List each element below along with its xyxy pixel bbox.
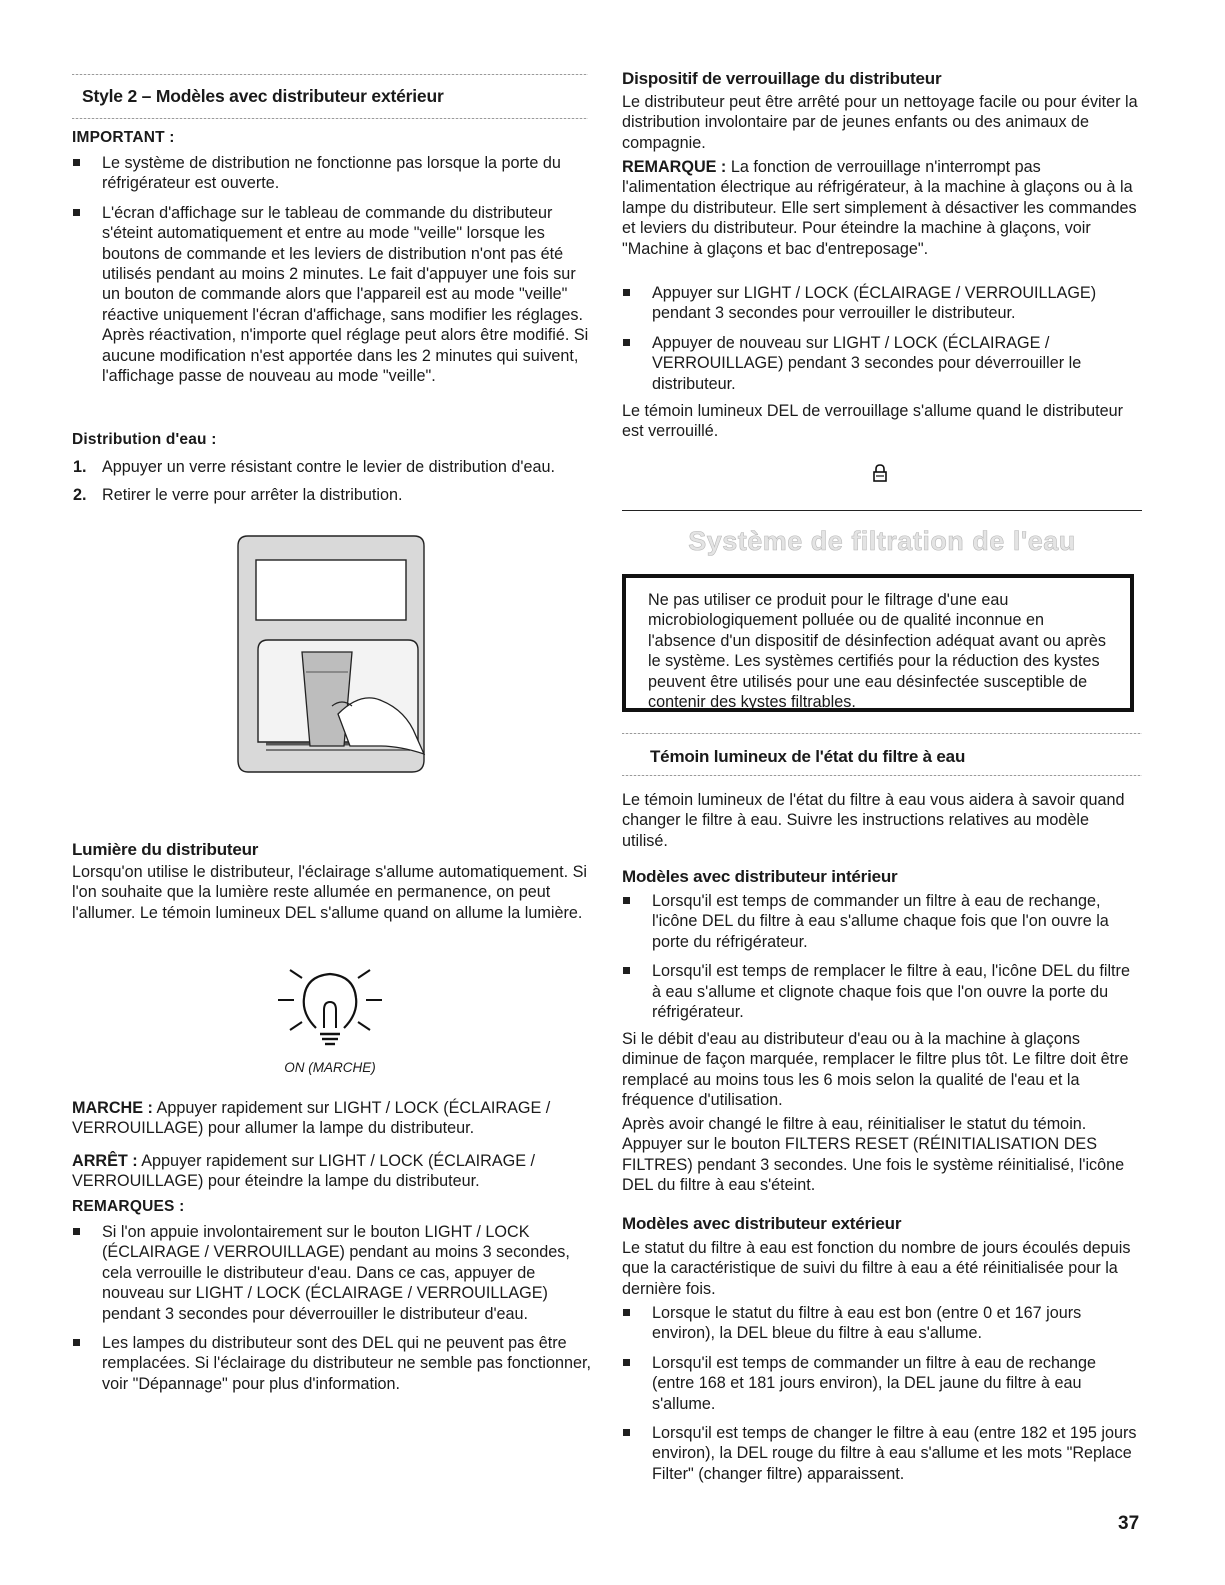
- list-item: Le système de distribution ne fonctionne pas lorsque la porte du réfrigérateur est ouverte.: [70, 153, 592, 194]
- warning-box: [622, 574, 1134, 712]
- important-list: [70, 153, 592, 395]
- interior-paragraph-2: Après avoir changé le filtre à eau, réinitialiser le statut du témoin. Appuyer sur le bouton FILTERS RESET (RÉINITIALISATION DES FILTRES) pendant 3 secondes. Une fois le système réinitialisé, l'icône DEL du filtre à eau s'éteint.: [622, 1115, 1125, 1195]
- remarque-text: La fonction de verrouillage n'interrompt pas l'alimentation électrique au réfrigérateur, à la machine à glaçons ou à la lampe du distributeur. Elle sert simplement à désactiver les commandes et leviers du distributeur. Pour éteindre la machine à glaçons, voir "Machine à glaçons et bac d'entreposage".: [622, 158, 1137, 258]
- arret-paragraph: [72, 1151, 592, 1192]
- page-number: 37: [1118, 1513, 1140, 1534]
- filtration-title: Système de filtration de l'eau: [688, 526, 1076, 556]
- list-item: [70, 457, 592, 477]
- marche-paragraph: [72, 1098, 592, 1139]
- warning-text: Ne pas utiliser ce produit pour le filtrage d'une eau microbiologiquement polluée ou de qualité inconnue en l'absence d'un dispositif de désinfection adéquat avant ou après le système. Les systèmes certifiés pour la réduction des kystes peuvent être utilisés pour une eau désinfectée susceptible de contenir des kystes filtrables.: [648, 591, 1106, 712]
- list-item: Lorsque le statut du filtre à eau est bon (entre 0 et 167 jours environ), la DEL bleue du filtre à eau s'allume.: [620, 1303, 1140, 1344]
- style-heading-top-rule: [72, 74, 588, 75]
- list-item: Appuyer sur LIGHT / LOCK (ÉCLAIRAGE / VERROUILLAGE) pendant 3 secondes pour verrouiller le distributeur.: [620, 283, 1140, 324]
- list-item: L'écran d'affichage sur le tableau de commande du distributeur s'éteint automatiquement et entre au mode "veille" lorsque les boutons de commande et les leviers de distribution n'ont pas été utilisés pendant au moins 2 minutes. Le fait d'appuyer une fois sur un bouton de commande alors que l'appareil est au mode "veille" réactive uniquement l'écran d'affichage, sans modifier les réglages. Après réactivation, n'importe quel réglage peut alors être modifié. Si aucune modification n'est apportée dans les 2 minutes qui suivent, l'affichage passe de nouveau au mode "veille".: [70, 203, 592, 387]
- remarques-list: [70, 1222, 592, 1403]
- light-heading: Lumière du distributeur: [72, 840, 259, 859]
- lock-paragraph: Le distributeur peut être arrêté pour un nettoyage facile ou pour éviter la distribution involontaire par de jeunes enfants ou des animaux de compagnie.: [622, 93, 1138, 152]
- marche-label: MARCHE :: [72, 1099, 153, 1117]
- style-heading-bottom-rule: [72, 118, 588, 119]
- list-item: [70, 485, 592, 505]
- list-item: Si l'on appuie involontairement sur le bouton LIGHT / LOCK (ÉCLAIRAGE / VERROUILLAGE) pendant au moins 3 secondes, cela verrouille le distributeur d'eau. Dans ce cas, appuyer de nouveau sur LIGHT / LOCK (ÉCLAIRAGE / VERROUILLAGE) pendant 3 secondes pour déverrouiller le distributeur d'eau.: [70, 1222, 592, 1324]
- important-label: IMPORTANT :: [72, 129, 175, 146]
- water-steps: [70, 457, 592, 514]
- list-item: Lorsqu'il est temps de commander un filtre à eau de rechange, l'icône DEL du filtre à eau s'allume chaque fois que l'on ouvre la porte du réfrigérateur.: [620, 891, 1140, 952]
- remarque-label: REMARQUE :: [622, 158, 727, 176]
- list-item: Lorsqu'il est temps de remplacer le filtre à eau, l'icône DEL du filtre à eau s'allume et clignote chaque fois que l'on ouvre la porte du réfrigérateur.: [620, 961, 1140, 1022]
- filtration-top-rule: [622, 510, 1142, 511]
- list-item: Lorsqu'il est temps de changer le filtre à eau (entre 182 et 195 jours environ), la DEL rouge du filtre à eau s'allume et les mots "Replace Filter" (changer filtre) apparaissent.: [620, 1423, 1140, 1484]
- lock-heading: Dispositif de verrouillage du distributeur: [622, 69, 942, 88]
- lock-icon: [872, 463, 888, 483]
- lock-list: [620, 283, 1140, 403]
- marche-text: Appuyer rapidement sur LIGHT / LOCK (ÉCLAIRAGE / VERROUILLAGE) pour allumer la lampe du distributeur.: [72, 1099, 551, 1138]
- style-heading: Style 2 – Modèles avec distributeur extérieur: [82, 86, 444, 106]
- remarques-label: REMARQUES :: [72, 1198, 185, 1215]
- exterior-heading: Modèles avec distributeur extérieur: [622, 1214, 902, 1233]
- dispenser-illustration: [230, 532, 430, 780]
- step-text: Appuyer un verre résistant contre le levier de distribution d'eau.: [102, 458, 555, 476]
- interior-paragraph-1: Si le débit d'eau au distributeur d'eau ou à la machine à glaçons diminue de façon marquée, remplacer le filtre plus tôt. Le filtre doit être remplacé au moins tous les 6 mois selon la qualité de l'eau et la fréquence d'utilisation.: [622, 1030, 1129, 1110]
- list-item: Lorsqu'il est temps de commander un filtre à eau de rechange (entre 168 et 181 jours environ), la DEL jaune du filtre à eau s'allume.: [620, 1353, 1140, 1414]
- exterior-list: [620, 1303, 1140, 1493]
- remarque-paragraph: [622, 157, 1138, 259]
- arret-label: ARRÊT :: [72, 1152, 138, 1170]
- bulb-caption: ON (MARCHE): [284, 1060, 376, 1075]
- list-item: Les lampes du distributeur sont des DEL qui ne peuvent pas être remplacées. Si l'éclairage du distributeur ne semble pas fonctionner, voir "Dépannage" pour plus d'information.: [70, 1333, 592, 1394]
- filter-status-heading: Témoin lumineux de l'état du filtre à eau: [650, 747, 966, 766]
- interior-list: [620, 891, 1140, 1031]
- light-bulb-icon: [268, 962, 392, 1048]
- step-text: Retirer le verre pour arrêter la distribution.: [102, 486, 403, 505]
- step-number: 2.: [73, 486, 87, 505]
- step-number: 1.: [73, 458, 87, 476]
- lock-led-paragraph: Le témoin lumineux DEL de verrouillage s'allume quand le distributeur est verrouillé.: [622, 402, 1123, 441]
- list-item: Appuyer de nouveau sur LIGHT / LOCK (ÉCLAIRAGE / VERROUILLAGE) pendant 3 secondes pour déverrouiller le distributeur.: [620, 333, 1140, 394]
- interior-heading: Modèles avec distributeur intérieur: [622, 867, 898, 886]
- exterior-paragraph: Le statut du filtre à eau est fonction du nombre de jours écoulés depuis que la caractéristique de suivi du filtre à eau a été réinitialisée pour la dernière fois.: [622, 1239, 1131, 1298]
- filter-status-bottom-rule: [622, 775, 1142, 776]
- filter-status-top-rule: [622, 733, 1142, 734]
- arret-text: Appuyer rapidement sur LIGHT / LOCK (ÉCLAIRAGE / VERROUILLAGE) pour éteindre la lampe du distributeur.: [72, 1152, 536, 1191]
- light-paragraph: Lorsqu'on utilise le distributeur, l'éclairage s'allume automatiquement. Si l'on souhaite que la lumière reste allumée en permanence, on peut l'allumer. Le témoin lumineux DEL s'allume quand on allume la lumière.: [72, 863, 587, 922]
- water-label: Distribution d'eau :: [72, 431, 217, 448]
- filter-status-paragraph: Le témoin lumineux de l'état du filtre à eau vous aidera à savoir quand changer le filtre à eau. Suivre les instructions relatives au modèle utilisé.: [622, 791, 1125, 850]
